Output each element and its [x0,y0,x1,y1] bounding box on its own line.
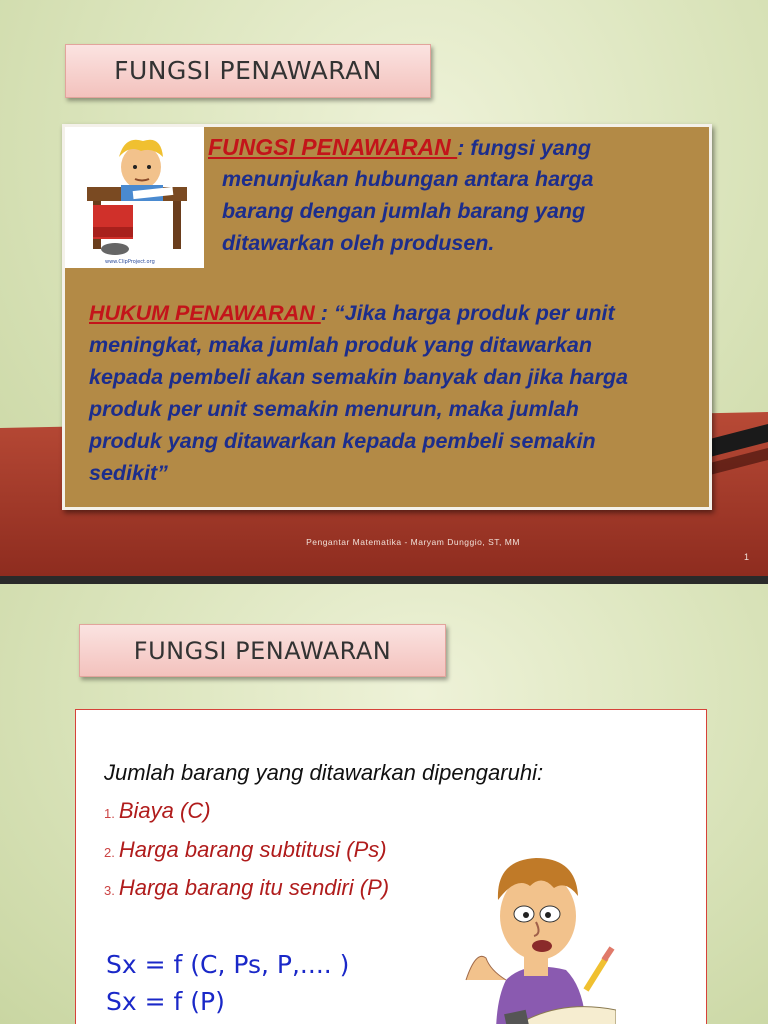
factors-intro: Jumlah barang yang ditawarkan dipengaruhi: [104,760,544,785]
svg-text:www.ClipProject.org: www.ClipProject.org [105,259,155,265]
list-item: 3. Harga barang itu sendiri (P) [104,875,390,900]
law-line-3: kepada pembeli akan semakin banyak dan jika harga [89,365,628,389]
slide-title-box [79,624,446,677]
list-item: 1. Biaya (C) [104,798,211,823]
law-line-4: produk per unit semakin menurun, maka jumlah [89,397,579,421]
law-colon: : [320,301,334,325]
factors-panel [75,709,707,1024]
slide-footer: Pengantar Matematika - Maryam Dunggio, ST, MM [306,537,520,547]
definition-line-3: barang dengan jumlah barang yang [222,199,586,223]
definition-colon: : [457,136,471,160]
law-line-6: sedikit” [89,461,168,485]
supply-function-formula: Sx = f (C, Ps, P,.... ) [106,950,350,979]
supply-function-simple-formula: Sx = f (P) [106,987,225,1016]
slide-title: FUNGSI PENAWARAN [114,56,382,85]
law-line-5: produk yang ditawarkan kepada pembeli semakin [89,429,596,453]
definition-line-2: menunjukan hubungan antara harga [222,167,594,191]
definition-panel [62,124,712,510]
slide-title: FUNGSI PENAWARAN [133,637,392,665]
law-line-1: HUKUM PENAWARAN : “Jika harga produk per unit [89,301,615,325]
slide-title-box [65,44,431,98]
slide-2 [0,584,768,1024]
page-number: 1 [744,552,750,562]
law-term: HUKUM PENAWARAN [89,301,321,325]
definition-line-4: ditawarkan oleh produsen. [222,231,495,255]
law-line-2: meningkat, maka jumlah produk yang ditawarkan [89,333,592,357]
thinking-student-clipart-image [446,830,616,1024]
definition-line-1: FUNGSI PENAWARAN : fungsi yang [208,134,591,160]
list-item: 2. Harga barang subtitusi (Ps) [104,837,387,862]
student-clipart-image [65,127,204,268]
definition-term: FUNGSI PENAWARAN [208,134,458,160]
